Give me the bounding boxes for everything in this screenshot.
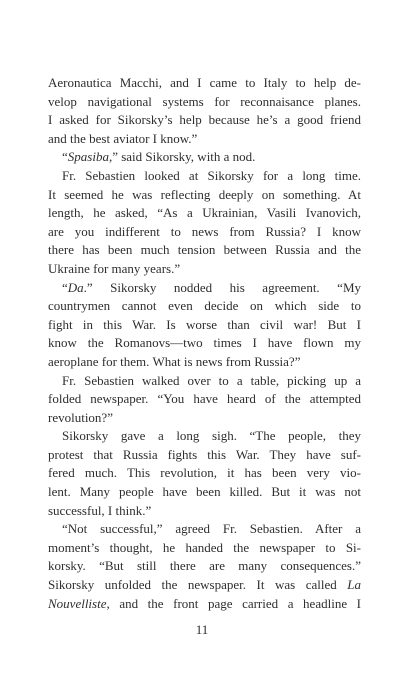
text-line: velop navigational systems for reconnaisance planes.	[48, 93, 361, 109]
text-line: Aeronautica Macchi, and I came to Italy to help de-	[48, 75, 361, 90]
text-line: fight in this War. Is worse than civil war! But I	[48, 316, 361, 332]
text-line: I asked for Sikorsky’s help because he’s a good friend	[48, 112, 361, 128]
text-line: moment’s thought, he handed the newspaper to Si-	[48, 539, 361, 555]
text-line: aeroplane for them. What is news from Russia?”	[48, 353, 301, 369]
body-text	[48, 74, 361, 613]
text-line: know the Romanovs—two times I have flown my	[48, 335, 361, 351]
text-line: lent. Many people have been killed. But it was not	[48, 484, 361, 500]
text-line: revolution?”	[48, 409, 113, 425]
text-line: korsky. “But still there are many consequences.”	[48, 558, 361, 574]
text-line: “Not successful,” agreed Fr. Sebastien. After a	[62, 521, 361, 537]
text-line: It seemed he was reflecting deeply on something. At	[48, 186, 361, 202]
text-line: countrymen cannot even decide on which side to	[48, 298, 361, 314]
text-line: length, he asked, “As a Ukrainian, Vasili Ivanovich,	[48, 205, 361, 221]
text-line: Fr. Sebastien walked over to a table, picking up a	[62, 372, 361, 388]
text-line: are you indifferent to news from Russia? I know	[48, 223, 361, 239]
text-line: “Spasiba,” said Sikorsky, with a nod.	[62, 149, 256, 165]
text-line: Ukraine for many years.”	[48, 260, 181, 276]
text-line: successful, I think.”	[48, 502, 152, 518]
text-line: Fr. Sebastien looked at Sikorsky for a long time.	[62, 167, 361, 183]
text-line: Nouvelliste, and the front page carried a headline I	[48, 595, 361, 611]
page-number: 11	[195, 622, 209, 637]
text-line: there has been much tension between Russia and the	[48, 242, 361, 258]
text-line: “Da.” Sikorsky nodded his agreement. “My	[62, 279, 361, 295]
text-line: fered much. This revolution, it has been very vio-	[48, 465, 361, 481]
text-line: folded newspaper. “You have heard of the attempted	[48, 391, 361, 407]
text-line: protest that Russia fights this War. They have suf-	[48, 446, 361, 462]
text-line: and the best aviator I know.”	[48, 130, 198, 146]
text-line: Sikorsky unfolded the newspaper. It was called La	[48, 577, 361, 593]
text-line: Sikorsky gave a long sigh. “The people, they	[62, 428, 361, 444]
